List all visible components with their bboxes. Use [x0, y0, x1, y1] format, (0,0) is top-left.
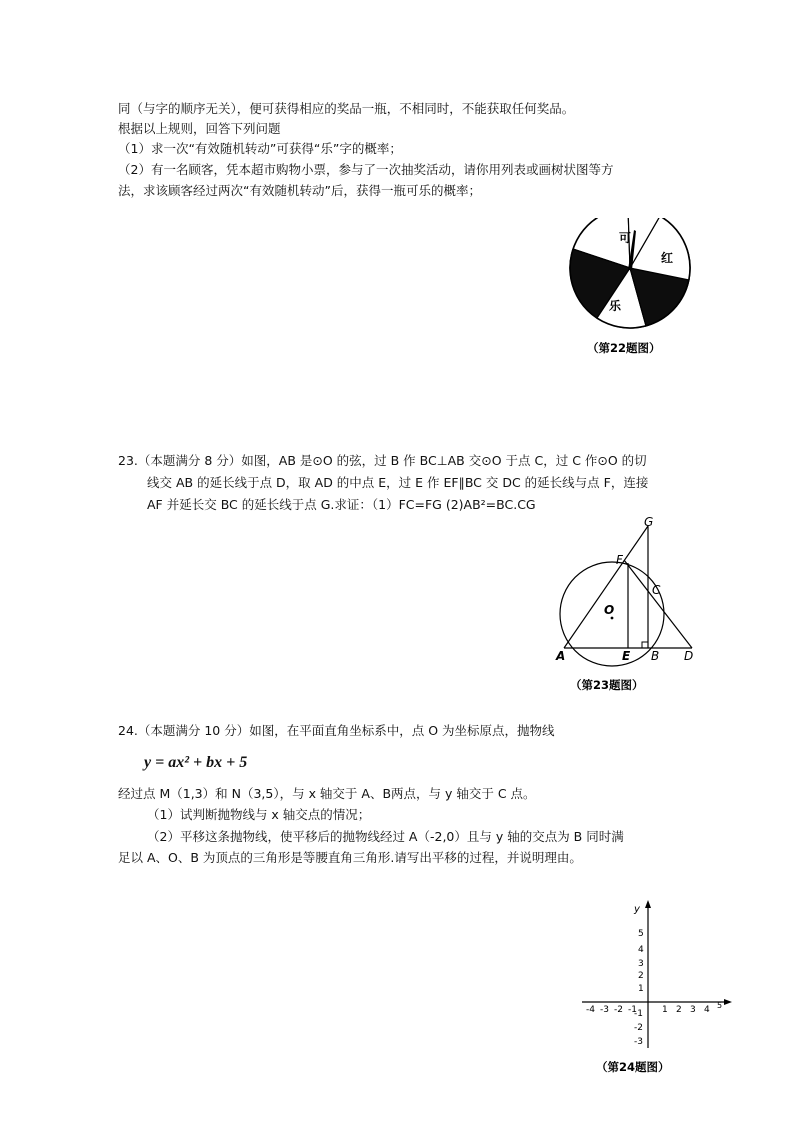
intro-line-2: 根据以上规则，回答下列问题 [118, 121, 281, 136]
spinner-label-hong: 红 [661, 251, 674, 265]
x-tick-2: 2 [676, 1005, 682, 1015]
x-tick-1: 1 [662, 1005, 668, 1015]
spinner-label-ke: 可 [619, 231, 632, 245]
question-23-line-1: 23.（本题满分 8 分）如图，AB 是⊙O 的弦，过 B 作 BC⊥AB 交⊙O 于点 C，过 C 作⊙O 的切 [118, 453, 647, 468]
question-23-line-3: AF 并延长交 BC 的延长线于点 G.求证：（1）FC=FG (2)AB²=BC.CG [147, 497, 536, 512]
spinner-label-le: 乐 [609, 299, 622, 313]
question-22-part-2-line-1: （2）有一名顾客，凭本超市购物小票，参与了一次抽奖活动，请你用列表或画树状图等方 [118, 162, 614, 177]
spinner-diagram [565, 218, 695, 360]
question-22-part-2-line-2: 法，求该顾客经过两次“有效随机转动”后，获得一瓶可乐的概率； [118, 183, 481, 198]
y-tick-5: 5 [638, 929, 644, 939]
center-point [611, 617, 614, 620]
x-tick-neg-2: -2 [614, 1005, 623, 1015]
line-ag [564, 526, 648, 648]
y-axis-label: y [634, 904, 640, 915]
x-tick-neg-4: -4 [586, 1005, 595, 1015]
point-label-a: A [556, 649, 566, 663]
question-24-line-2: 经过点 M（1,3）和 N（3,5），与 x 轴交于 A、B两点，与 y 轴交于 C 点。 [118, 786, 536, 801]
point-label-g: G [644, 515, 654, 529]
y-tick-4: 4 [638, 945, 644, 955]
point-label-c: C [652, 583, 661, 597]
figure-22-caption: （第22题图） [587, 341, 661, 355]
right-angle-mark [642, 642, 648, 648]
figure-22-spinner [565, 218, 695, 360]
x-tick-neg-1: -1 [628, 1005, 637, 1015]
figure-23-geometry [552, 514, 712, 696]
question-24-part-1: （1）试判断抛物线与 x 轴交点的情况； [147, 807, 371, 822]
question-24-part-2-line-1: （2）平移这条抛物线，使平移后的抛物线经过 A（-2,0）且与 y 轴的交点为 B 同时满 [147, 829, 624, 844]
y-tick-1: 1 [638, 984, 644, 994]
x-axis-arrow [724, 999, 732, 1005]
y-tick-neg-1: -1 [634, 1009, 643, 1019]
y-axis-arrow [645, 900, 651, 908]
y-tick-2: 2 [638, 971, 644, 981]
parabola-formula: y = ax² + bx + 5 [144, 754, 248, 771]
x-tick-3: 3 [690, 1005, 696, 1015]
point-label-d: D [684, 649, 694, 663]
x-tick-5: 5 [717, 1001, 723, 1010]
figure-24-axes [576, 898, 738, 1080]
question-23-line-2: 线交 AB 的延长线于点 D，取 AD 的中点 E，过 E 作 EF∥BC 交 DC 的延长线与点 F，连接 [147, 475, 649, 490]
question-24-part-2-line-2: 足以 A、O、B 为顶点的三角形是等腰直角三角形.请写出平移的过程，并说明理由。 [118, 850, 582, 865]
coordinate-plane [576, 898, 738, 1080]
x-tick-neg-3: -3 [600, 1005, 609, 1015]
intro-line-1: 同（与字的顺序无关），便可获得相应的奖品一瓶，不相同时，不能获取任何奖品。 [118, 101, 575, 116]
x-tick-4: 4 [704, 1005, 710, 1015]
line-fd [624, 560, 692, 648]
point-label-f: F [616, 553, 623, 567]
figure-23-caption: （第23题图） [570, 678, 644, 692]
question-22-part-1: （1）求一次“有效随机转动”可获得“乐”字的概率； [118, 141, 402, 156]
point-label-e: E [622, 649, 631, 663]
figure-24-caption: （第24题图） [596, 1060, 670, 1074]
y-tick-neg-3: -3 [634, 1037, 643, 1047]
question-24-line-1: 24.（本题满分 10 分）如图，在平面直角坐标系中，点 O 为坐标原点，抛物线 [118, 723, 555, 738]
geometry-diagram [552, 514, 712, 696]
y-tick-neg-2: -2 [634, 1023, 643, 1033]
point-label-b: B [651, 649, 660, 663]
point-label-o: O [604, 603, 615, 617]
y-tick-3: 3 [638, 959, 644, 969]
